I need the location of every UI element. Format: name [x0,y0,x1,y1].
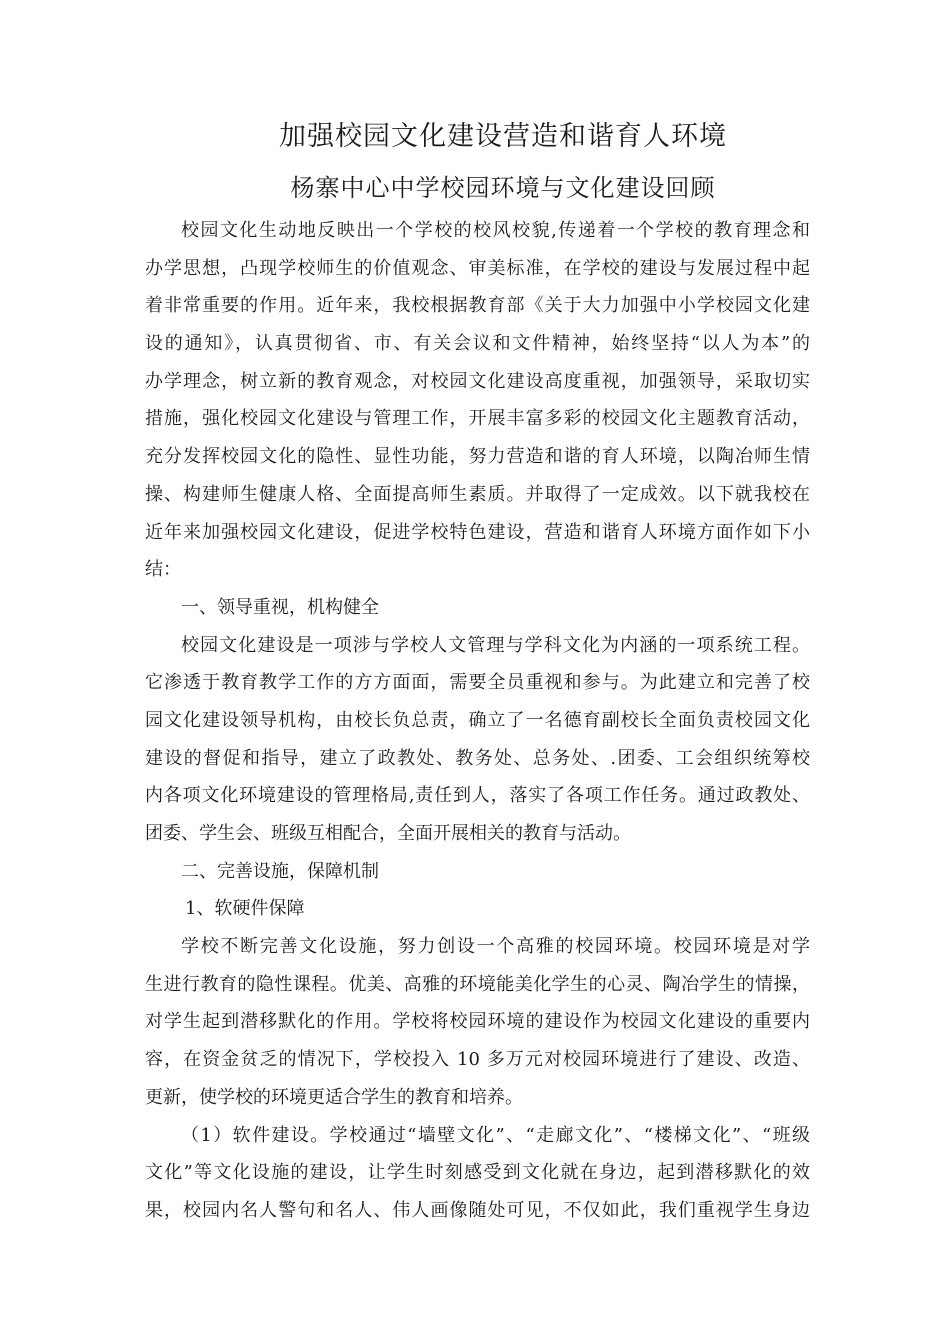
document-subtitle: 杨寨中心中学校园环境与文化建设回顾 [290,174,716,202]
paragraph-line: 文化”等文化设施的建设，让学生时刻感受到文化就在身边，起到潜移默化的效 [145,1162,810,1184]
paragraph-line: 设的通知》，认真贯彻省、市、有关会议和文件精神，始终坚持“以人为本”的 [145,333,810,355]
paragraph-line: 对学生起到潜移默化的作用。学校将校园环境的建设作为校园文化建设的重要内 [145,1011,810,1033]
paragraph-line: 内各项文化环境建设的管理格局,责任到人，落实了各项工作任务。通过政教处、 [145,785,810,807]
document-body [145,212,810,1230]
paragraph-line: 园文化建设领导机构，由校长负总责，确立了一名德育副校长全面负责校园文化 [145,709,810,731]
paragraph-line: 充分发挥校园文化的隐性、显性功能，努力营造和谐的育人环境，以陶冶师生情 [145,446,810,468]
paragraph-line: 结： [145,559,181,581]
section-heading: 一、领导重视，机构健全 [181,596,379,618]
paragraph-line: 操、构建师生健康人格、全面提高师生素质。并取得了一定成效。以下就我校在 [145,483,810,505]
paragraph-line: 着非常重要的作用。近年来，我校根据教育部《关于大力加强中小学校园文化建 [145,295,810,317]
paragraph-line: 生进行教育的隐性课程。优美、高雅的环境能美化学生的心灵、陶冶学生的情操， [145,973,810,995]
paragraph-line: 措施，强化校园文化建设与管理工作，开展丰富多彩的校园文化主题教育活动， [145,408,810,430]
paragraph-line: 团委、学生会、班级互相配合，全面开展相关的教育与活动。 [145,823,631,844]
paragraph-line: 校园文化生动地反映出一个学校的校风校貌,传递着一个学校的教育理念和 [181,220,810,241]
subsection-heading: 1、软硬件保障 [185,898,305,920]
paragraph-line: 容，在资金贫乏的情况下，学校投入 10 多万元对校园环境进行了建设、改造、 [145,1049,810,1071]
paragraph-line: 办学理念，树立新的教育观念，对校园文化建设高度重视，加强领导，采取切实 [145,370,810,392]
paragraph-line: 近年来加强校园文化建设，促进学校特色建设，营造和谐育人环境方面作如下小 [145,521,810,543]
paragraph-line: 校园文化建设是一项涉与学校人文管理与学科文化为内涵的一项系统工程。 [181,634,810,656]
section-heading: 二、完善设施，保障机制 [181,860,379,882]
document-title: 加强校园文化建设营造和谐育人环境 [279,121,727,152]
paragraph-line: 它渗透于教育教学工作的方方面面，需要全员重视和参与。为此建立和完善了校 [145,672,810,694]
paragraph-line: 果，校园内名人警句和名人、伟人画像随处可见，不仅如此，我们重视学生身边 [145,1199,810,1221]
paragraph-line: 办学思想，凸现学校师生的价值观念、审美标准，在学校的建设与发展过程中起 [145,257,810,279]
paragraph-line: （1）软件建设。学校通过“墙壁文化”、“走廊文化”、“楼梯文化”、“班级 [181,1124,810,1146]
paragraph-line: 建设的督促和指导，建立了政教处、教务处、总务处、.团委、工会组织统筹校 [145,747,810,769]
paragraph-line: 学校不断完善文化设施，努力创设一个高雅的校园环境。校园环境是对学 [181,936,810,958]
paragraph-line: 更新，使学校的环境更适合学生的教育和培养。 [145,1086,523,1108]
